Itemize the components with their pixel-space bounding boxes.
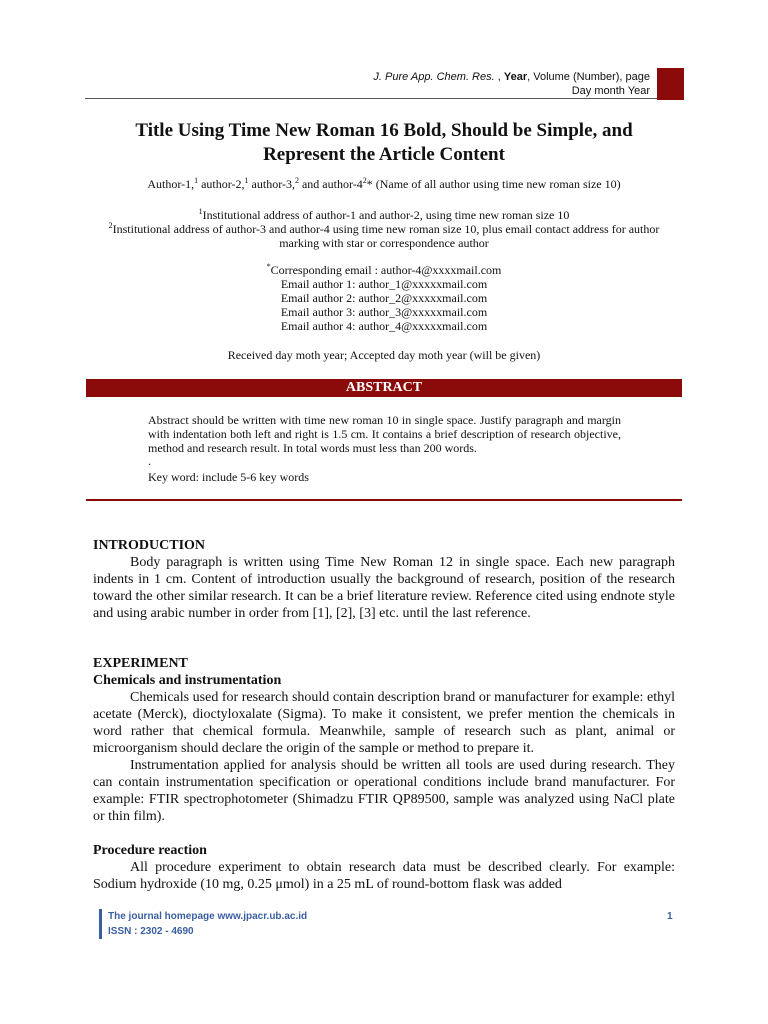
keywords: Key word: include 5-6 key words [148,470,309,484]
email-author-2: Email author 2: author_2@xxxxxmail.com [280,291,488,305]
header-date: Day month Year [571,85,650,97]
journal-issn: ISSN : 2302 - 4690 [108,926,194,937]
abstract-divider [86,499,682,501]
email-list [93,263,675,333]
article-title: Title Using Time New Roman 16 Bold, Should be Simple, and Represent the Article Content [135,120,633,165]
chemicals-paragraph: Chemicals used for research should contain description brand or manufacturer for example: ethyl acetate (Merck), dioctyloxalate (Sigma). To make it consistent, we prefer mention the chemicals in word rather that chemical formula. Meanwhile, sample of research such as plant, animal or microorganism should declare the origin of the sample or method to prepare it. [93,690,675,756]
footer-accent-bar [99,909,102,939]
abstract-text: Abstract should be written with time new roman 10 in single space. Justify paragraph and margin with indentation both left and right is 1.5 cm. It contains a brief description of research objective, method and research result. In total words must less than 200 words. [148,413,621,455]
experiment-heading: EXPERIMENT [93,656,188,671]
corresponding-email: *Corresponding email : author-4@xxxxmail.com [266,262,502,277]
journal-homepage: The journal homepage www.jpacr.ub.ac.id [108,911,308,922]
email-author-4: Email author 4: author_4@xxxxxmail.com [280,319,488,333]
header-accent-block [657,68,684,100]
institution-list [93,208,675,250]
procedure-subheading: Procedure reaction [93,843,207,858]
journal-name: J. Pure App. Chem. Res. [373,71,495,83]
introduction-heading: INTRODUCTION [93,538,206,553]
abstract-heading: ABSTRACT [86,379,682,397]
header-divider [85,98,657,99]
experiment-section [93,655,675,893]
abstract-dot: . [148,454,151,468]
author-list: Author-1,$^1$ author-2,$^1$ author-3,$^2$ and author-$4^2*$ (Name of all author using time new roman size 10) [147,176,621,191]
header-year: Year [503,71,528,83]
institution-2: $^2$Institutional address of author-3 and author-4 using time new roman size 10, plus email contact address for author marking with star or correspondence author [108,221,660,250]
institution-1: $^1$Institutional address of author-1 and author-2, using time new roman size 10 [198,207,570,222]
introduction-paragraph: Body paragraph is written using Time New Roman 12 in single space. Each new paragraph indents in 1 cm. Content of introduction usually the background of research, position of the research toward the other similar research. It can be a brief literature review. Reference cited using endnote style and using arabic number in order from [1], [2], [3] etc. until the last reference. [93,555,675,621]
page-number: 1 [667,911,673,922]
email-author-3: Email author 3: author_3@xxxxxmail.com [280,305,488,319]
introduction-section [93,537,675,622]
chemicals-subheading: Chemicals and instrumentation [93,673,282,688]
received-dates: Received day moth year; Accepted day moth year (will be given) [227,348,541,362]
email-author-1: Email author 1: author_1@xxxxxmail.com [280,277,488,291]
running-header: J. Pure App. Chem. Res. , Year, Volume (Number), page [373,71,650,83]
procedure-paragraph: All procedure experiment to obtain research data must be described clearly. For example: Sodium hydroxide (10 mg, 0.25 μmol) in a 25 mL of round-bottom flask was added [93,860,675,892]
instrumentation-paragraph: Instrumentation applied for analysis should be written all tools are used during research. They can contain instrumentation specification or operational conditions include brand manufacturer. For example: FTIR spectrophotometer (Shimadzu FTIR QP89500, sample was analyzed using NaCl plate or thin film). [93,758,675,824]
